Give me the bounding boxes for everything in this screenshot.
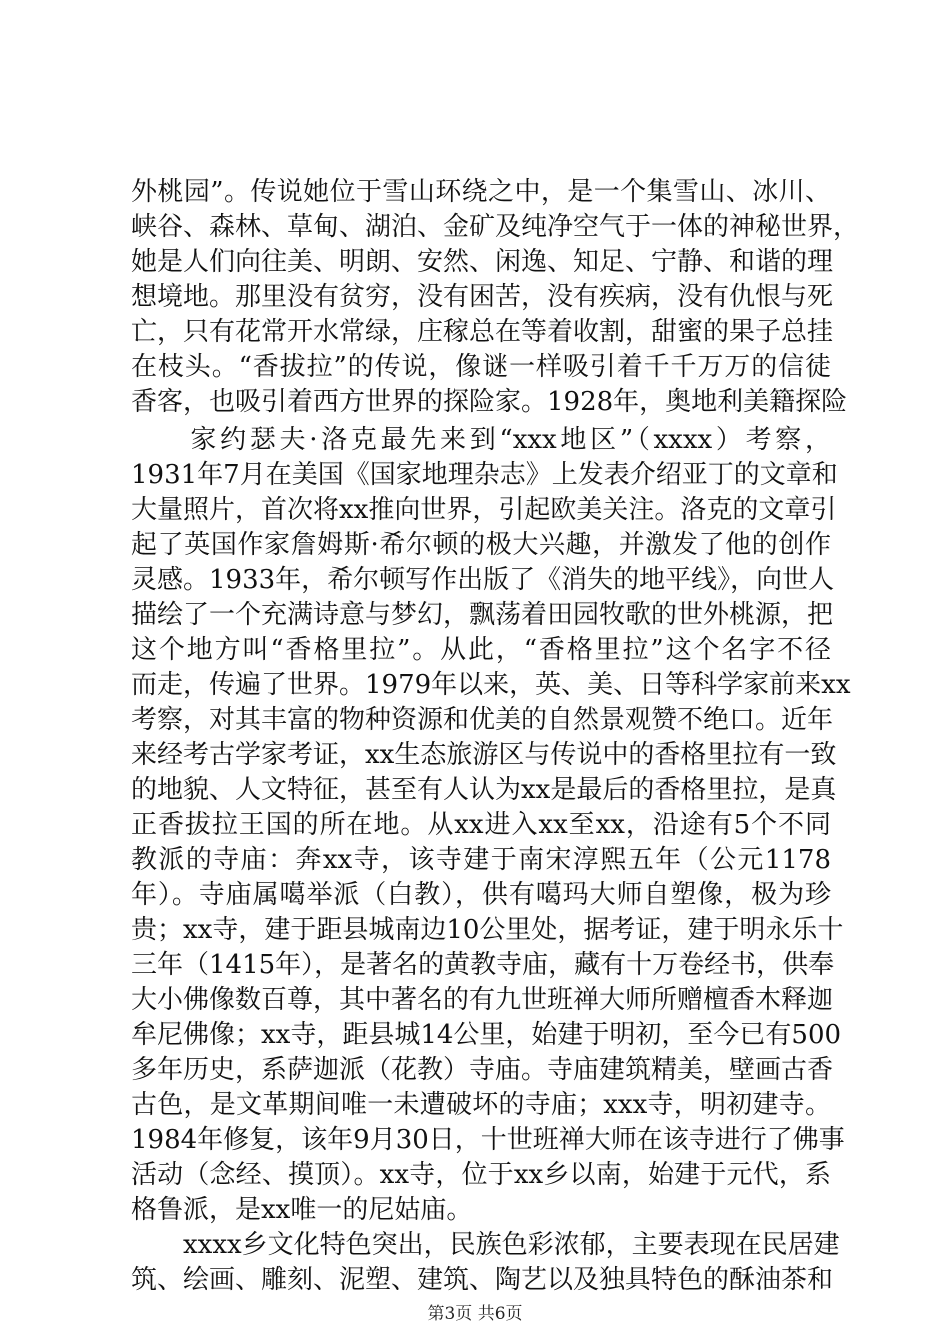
- text-line: 格鲁派，是xx唯一的尼姑庙。: [131, 1195, 473, 1225]
- text-line: 外桃园”。传说她位于雪山环绕之中，是一个集雪山、冰川、: [131, 177, 831, 207]
- text-line: 正香拔拉王国的所在地。从xx进入xx至xx，沿途有5个不同: [131, 810, 831, 840]
- text-line: 的地貌、人文特征，甚至有人认为xx是最后的香格里拉，是真: [131, 775, 837, 805]
- text-line: 1984年修复，该年9月30日，十世班禅大师在该寺进行了佛事: [131, 1125, 845, 1155]
- text-line: 活动（念经、摸顶）。xx寺，位于xx乡以南，始建于元代，系: [131, 1160, 831, 1190]
- text-line: 来经考古学家考证，xx生态旅游区与传说中的香格里拉有一致: [131, 740, 837, 770]
- text-line: 考察，对其丰富的物种资源和优美的自然景观赞不绝口。近年: [131, 705, 834, 735]
- text-line: 描绘了一个充满诗意与梦幻，飘荡着田园牧歌的世外桃源，把: [131, 600, 834, 630]
- text-line: xxxx乡文化特色突出，民族色彩浓郁，主要表现在民居建: [131, 1230, 840, 1260]
- text-line: 家约瑟夫·洛克最先来到“xxx地区”（xxxx）考察，: [131, 425, 831, 455]
- text-line: 而走，传遍了世界。1979年以来，英、美、日等科学家前来xx: [131, 670, 851, 700]
- text-line: 香客，也吸引着西方世界的探险家。1928年，奥地利美籍探险: [131, 387, 848, 417]
- text-line: 起了英国作家詹姆斯·希尔顿的极大兴趣，并激发了他的创作: [131, 530, 831, 560]
- text-line: 多年历史，系萨迦派（花教）寺庙。寺庙建筑精美，壁画古香: [131, 1055, 834, 1085]
- text-line: 峡谷、森林、草甸、湖泊、金矿及纯净空气于一体的神秘世界，: [131, 212, 860, 242]
- text-line: 1931年7月在美国《国家地理杂志》上发表介绍亚丁的文章和: [131, 460, 838, 490]
- text-line: 想境地。那里没有贫穷，没有困苦，没有疾病，没有仇恨与死: [131, 282, 834, 312]
- page-number-footer: 第3页 共6页: [427, 1304, 523, 1324]
- text-line: 年）。寺庙属噶举派（白教），供有噶玛大师自塑像，极为珍: [131, 880, 831, 910]
- text-line: 大小佛像数百尊，其中著名的有九世班禅大师所赠檀香木释迦: [131, 985, 834, 1015]
- text-line: 三年（1415年），是著名的黄教寺庙，藏有十万卷经书，供奉: [131, 950, 835, 980]
- text-line: 灵感。1933年，希尔顿写作出版了《消失的地平线》，向世人: [131, 565, 835, 595]
- text-line: 古色，是文革期间唯一未遭破坏的寺庙；xxx寺，明初建寺。: [131, 1090, 831, 1120]
- text-line: 教派的寺庙：奔xx寺，该寺建于南宋淳熙五年（公元1178: [131, 845, 831, 875]
- text-line: 她是人们向往美、明朗、安然、闲逸、知足、宁静、和谐的理: [131, 247, 834, 277]
- text-line: 大量照片，首次将xx推向世界，引起欧美关注。洛克的文章引: [131, 495, 837, 525]
- text-line: 筑、绘画、雕刻、泥塑、建筑、陶艺以及独具特色的酥油茶和: [131, 1265, 834, 1295]
- text-line: 这个地方叫“香格里拉”。从此，“香格里拉”这个名字不径: [131, 635, 831, 665]
- text-line: 亡，只有花常开水常绿，庄稼总在等着收割，甜蜜的果子总挂: [131, 317, 834, 347]
- text-line: 牟尼佛像；xx寺，距县城14公里，始建于明初，至今已有500: [131, 1020, 842, 1050]
- text-line: 贵；xx寺，建于距县城南边10公里处，据考证，建于明永乐十: [131, 915, 844, 945]
- text-line: 在枝头。“香拔拉”的传说，像谜一样吸引着千千万万的信徒: [131, 352, 831, 382]
